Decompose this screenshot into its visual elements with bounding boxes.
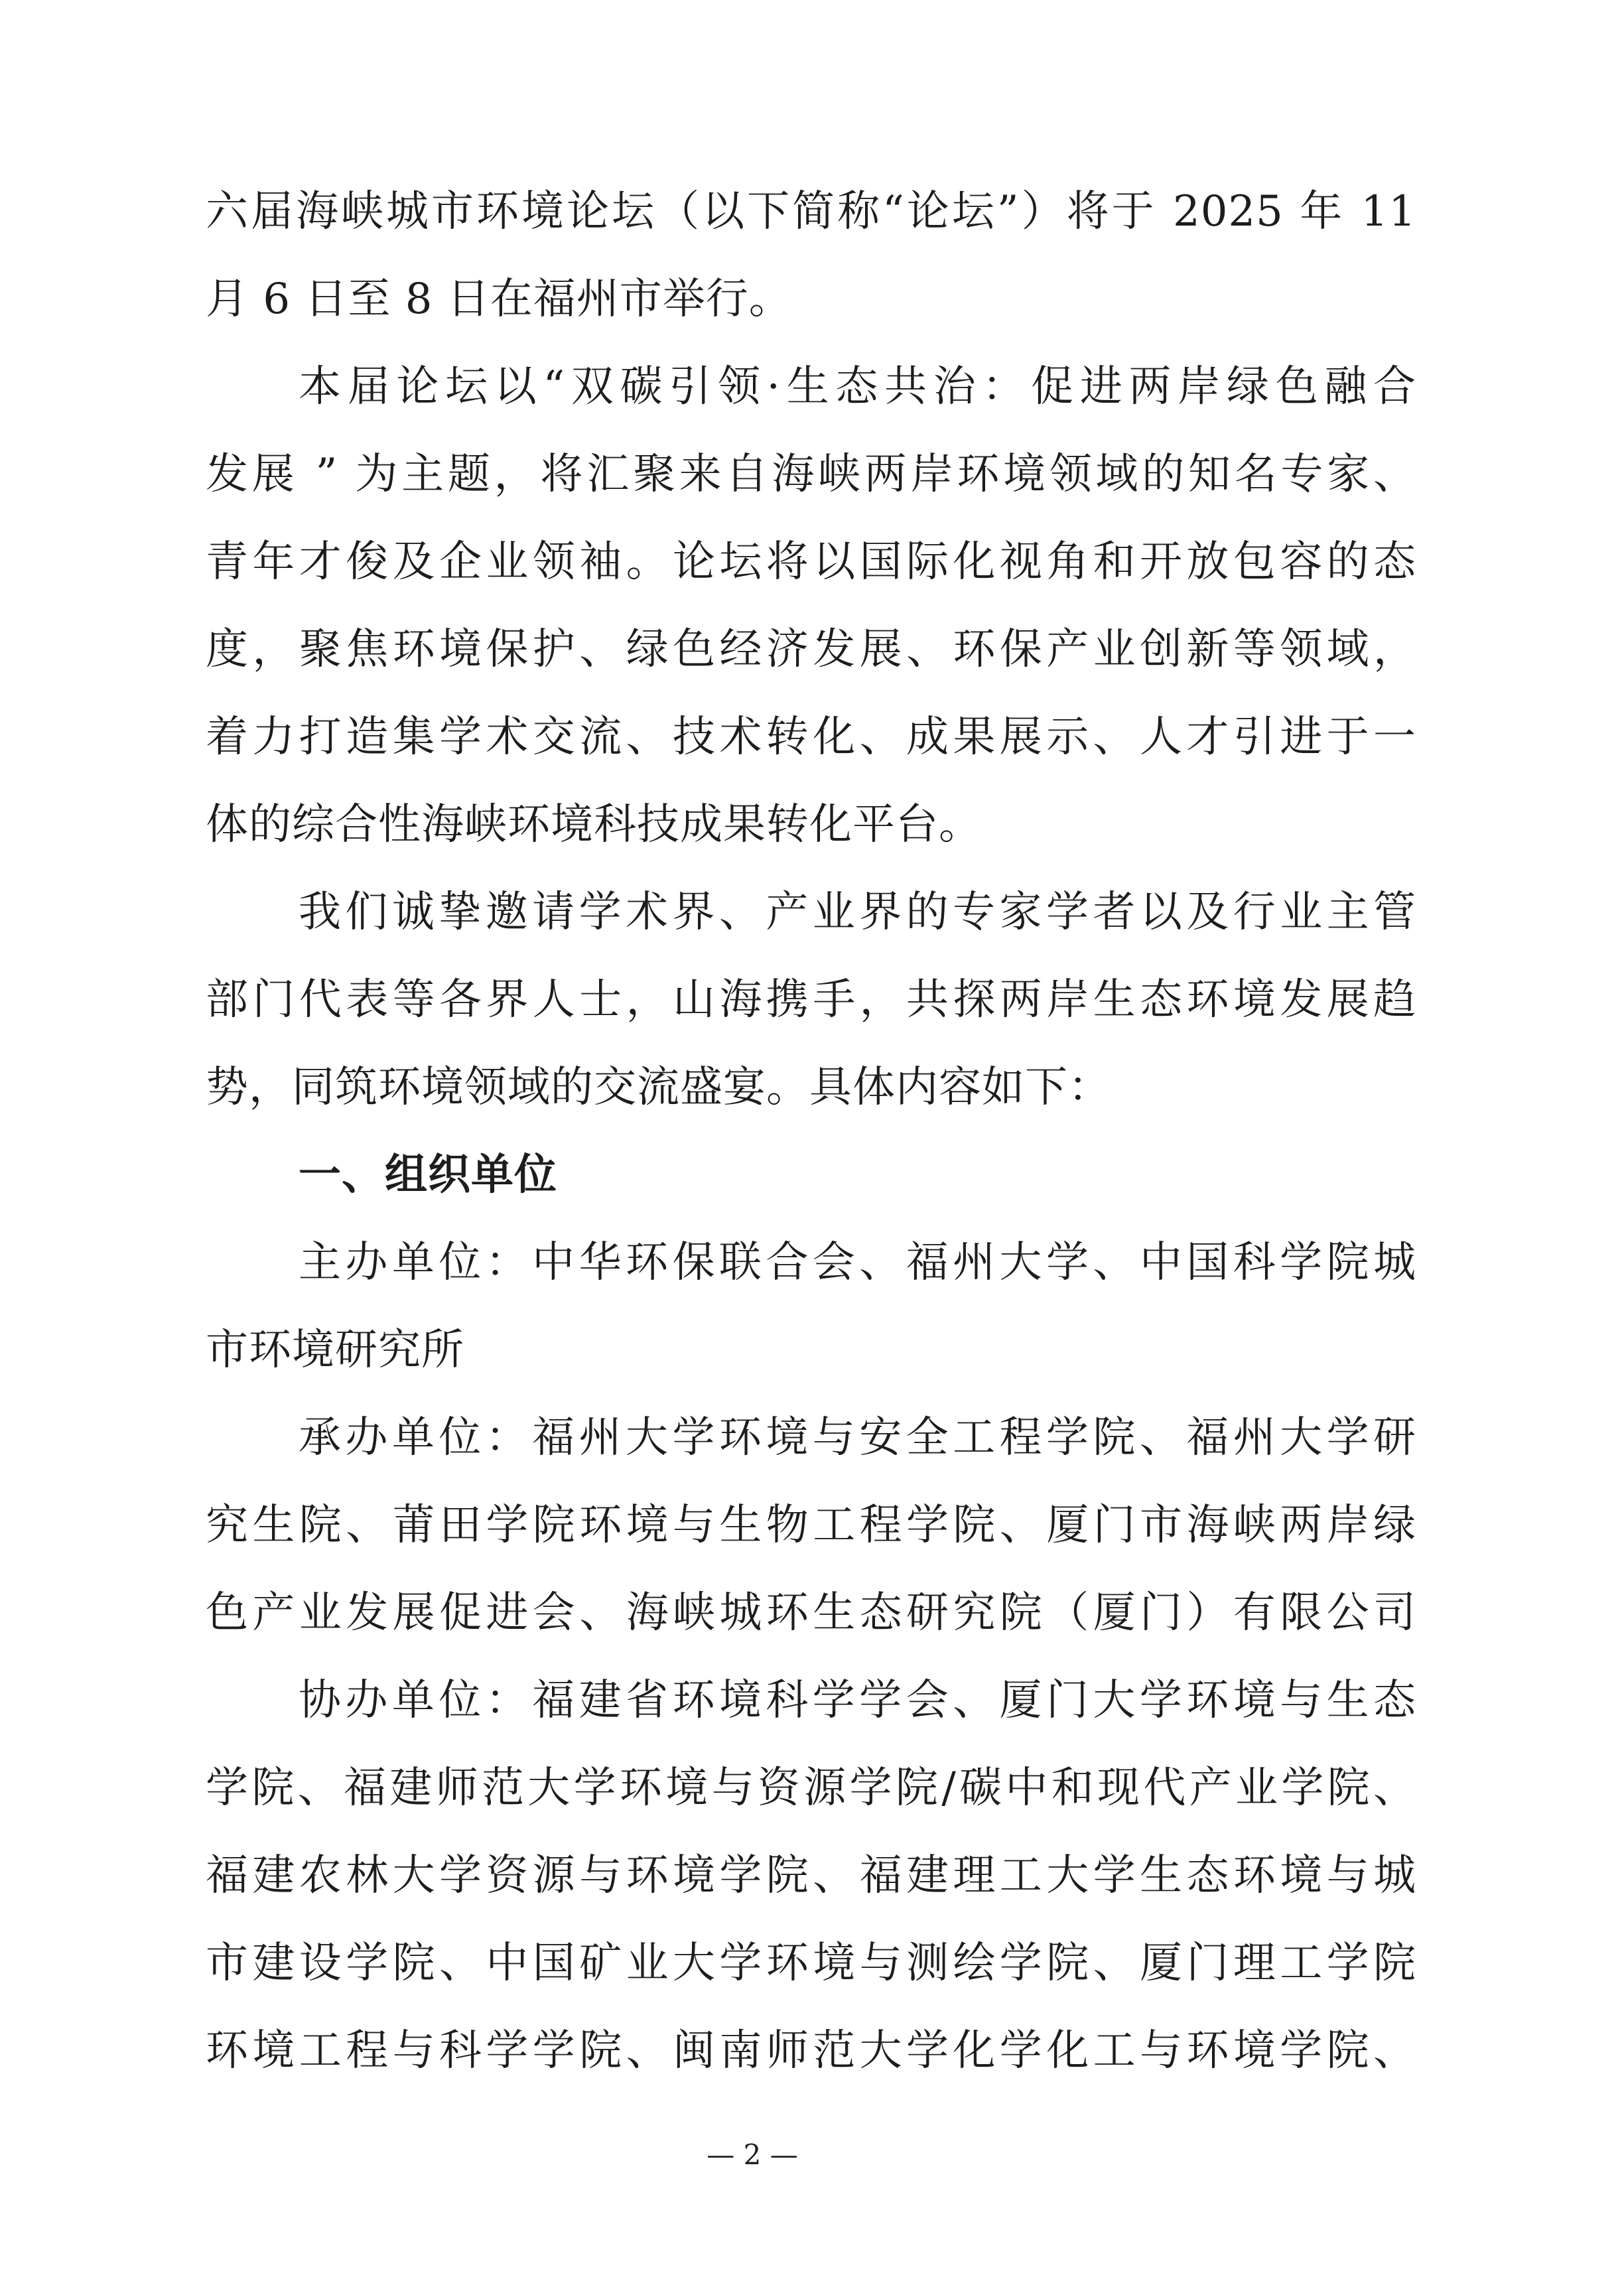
page-number: — 2 — — [707, 2138, 798, 2171]
text-line: 协办单位：福建省环境科学学会、厦门大学环境与生态 — [299, 1676, 1416, 1725]
text-line: 势，同筑环境领域的交流盛宴。具体内容如下： — [206, 1063, 1111, 1112]
text-line: 月 6 日至 8 日在福州市举行。 — [206, 275, 792, 324]
body-text-block — [206, 168, 1416, 2095]
text-line: 六届海峡城市环境论坛（以下简称“论坛”）将于 2025 年 11 — [206, 187, 1416, 236]
text-line: 着力打造集学术交流、技术转化、成果展示、人才引进于一 — [206, 713, 1416, 762]
text-line: 体的综合性海峡环境科技成果转化平台。 — [206, 800, 982, 849]
text-line: 承办单位：福州大学环境与安全工程学院、福州大学研 — [299, 1413, 1416, 1462]
text-line: 度，聚焦环境保护、绿色经济发展、环保产业创新等领域， — [206, 625, 1416, 674]
text-line: 环境工程与科学学院、闽南师范大学化学化工与环境学院、 — [206, 2026, 1416, 2075]
section-heading-organizers: 一、组织单位 — [299, 1150, 557, 1200]
text-line: 我们诚挚邀请学术界、产业界的专家学者以及行业主管 — [299, 888, 1416, 937]
text-line: 色产业发展促进会、海峡城环生态研究院（厦门）有限公司 — [206, 1588, 1416, 1637]
text-line: 青年才俊及企业领袖。论坛将以国际化视角和开放包容的态 — [206, 537, 1416, 587]
text-line: 部门代表等各界人士，山海携手，共探两岸生态环境发展趋 — [206, 975, 1416, 1024]
text-line: 市建设学院、中国矿业大学环境与测绘学院、厦门理工学院 — [206, 1939, 1416, 1988]
text-line: 本届论坛以“双碳引领·生态共治：促进两岸绿色融合 — [299, 362, 1416, 411]
text-line: 市环境研究所 — [206, 1326, 464, 1375]
text-line: 发展 ” 为主题，将汇聚来自海峡两岸环境领域的知名专家、 — [206, 450, 1416, 499]
text-line: 究生院、莆田学院环境与生物工程学院、厦门市海峡两岸绿 — [206, 1501, 1416, 1550]
page-footer — [0, 2135, 1624, 2175]
text-line: 学院、福建师范大学环境与资源学院/碳中和现代产业学院、 — [206, 1764, 1416, 1813]
text-line: 主办单位：中华环保联合会、福州大学、中国科学院城 — [299, 1238, 1416, 1287]
text-line: 福建农林大学资源与环境学院、福建理工大学生态环境与城 — [206, 1851, 1416, 1900]
